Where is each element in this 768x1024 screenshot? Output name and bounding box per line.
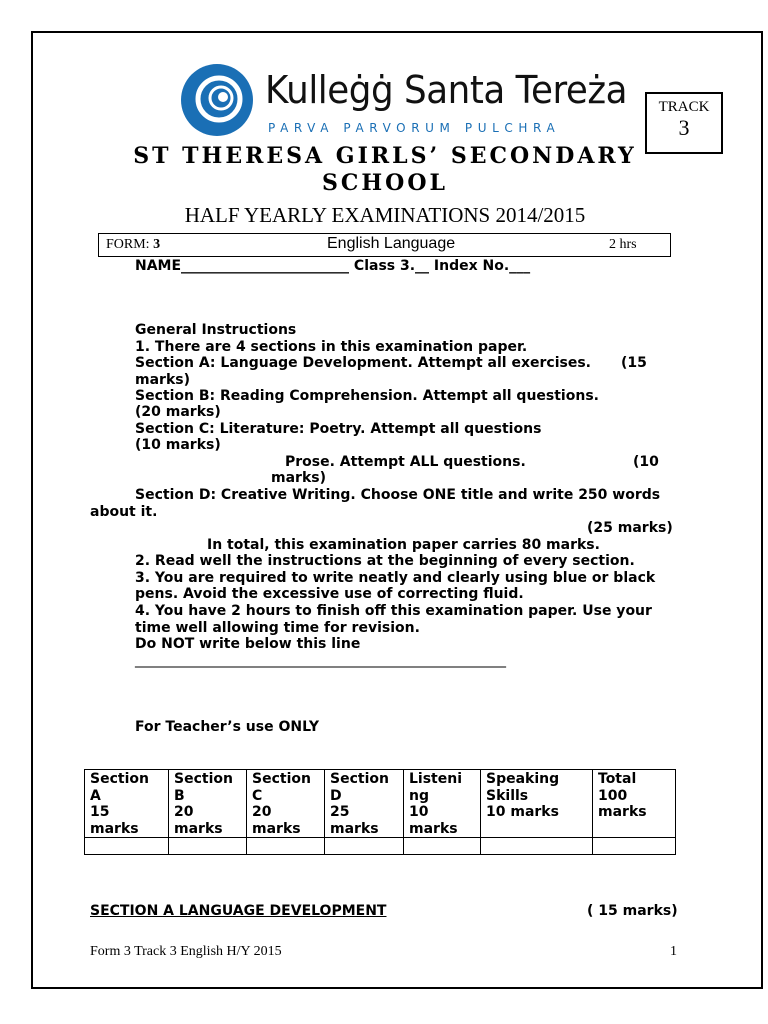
name-class-index-line: NAME________________________ Class 3.__ Index No.___ xyxy=(135,258,531,274)
form-label xyxy=(106,237,160,253)
entry-section-d[interactable] xyxy=(325,838,404,855)
prose-marks-cont: marks) xyxy=(271,470,326,486)
exam-duration: 2 hrs xyxy=(609,237,637,252)
col-section-d: Section D 25 marks xyxy=(325,770,404,838)
form-label-text: FORM: xyxy=(106,237,154,252)
page-number: 1 xyxy=(670,944,677,959)
section-d-marks: (25 marks) xyxy=(587,520,673,536)
school-name-line1: ST THERESA GIRLS’ SECONDARY xyxy=(133,143,637,169)
instructions-heading: General Instructions xyxy=(135,322,297,338)
form-value: 3 xyxy=(153,237,161,252)
section-d-instruction: Section D: Creative Writing. Choose ONE title and write 250 words xyxy=(135,487,661,503)
prose-marks: (10 xyxy=(633,454,659,470)
instruction-3: 3. You are required to write neatly and clearly using blue or black xyxy=(135,570,656,586)
entry-speaking[interactable] xyxy=(481,838,593,855)
instruction-2: 2. Read well the instructions at the beginning of every section. xyxy=(135,553,635,569)
school-name-line2: SCHOOL xyxy=(322,170,448,196)
instruction-4-cont: time well allowing time for revision. xyxy=(135,620,420,636)
section-a-heading-marks: ( 15 marks) xyxy=(587,903,678,919)
col-total: Total 100 marks xyxy=(593,770,676,838)
section-d-instruction-cont: about it. xyxy=(90,504,158,520)
track-label: TRACK xyxy=(658,99,710,115)
col-speaking: Speaking Skills 10 marks xyxy=(481,770,593,838)
prose-instruction: Prose. Attempt ALL questions. xyxy=(285,454,526,470)
total-marks-note: In total, this examination paper carries 80 marks. xyxy=(207,537,600,553)
section-a-marks-cont: marks) xyxy=(135,372,190,388)
marks-table-header-row xyxy=(85,770,676,838)
logo-motto: PARVA PARVORUM PULCHRA xyxy=(268,121,561,135)
section-a-heading: SECTION A LANGUAGE DEVELOPMENT xyxy=(90,903,387,919)
entry-section-a[interactable] xyxy=(85,838,169,855)
section-b-instruction: Section B: Reading Comprehension. Attempt all questions. xyxy=(135,388,599,404)
instruction-4: 4. You have 2 hours to finish off this examination paper. Use your xyxy=(135,603,652,619)
section-b-marks: (20 marks) xyxy=(135,404,221,420)
col-section-c: Section C 20 marks xyxy=(247,770,325,838)
entry-listening[interactable] xyxy=(404,838,481,855)
divider-rule: _____________________________________________________ xyxy=(135,652,506,668)
section-c-instruction: Section C: Literature: Poetry. Attempt all questions xyxy=(135,421,542,437)
subject-name: English Language xyxy=(327,235,456,252)
instruction-3-cont: pens. Avoid the excessive use of correcting fluid. xyxy=(135,586,524,602)
entry-section-c[interactable] xyxy=(247,838,325,855)
col-listening: Listeni ng 10 marks xyxy=(404,770,481,838)
footer-text: Form 3 Track 3 English H/Y 2015 xyxy=(90,944,282,959)
form-info-box xyxy=(98,233,671,257)
section-c-marks: (10 marks) xyxy=(135,437,221,453)
entry-total[interactable] xyxy=(593,838,676,855)
section-a-marks: (15 xyxy=(621,355,647,371)
col-section-a: Section A 15 marks xyxy=(85,770,169,838)
instruction-1: 1. There are 4 sections in this examination paper. xyxy=(135,339,528,355)
section-a-instruction: Section A: Language Development. Attempt all exercises. xyxy=(135,355,591,371)
marks-table-entry-row xyxy=(85,838,676,855)
entry-section-b[interactable] xyxy=(169,838,247,855)
logo-name: Kulleġġ Santa Tereża xyxy=(265,68,628,112)
marks-table xyxy=(84,769,676,855)
track-number: 3 xyxy=(678,115,690,140)
teacher-use-label: For Teacher’s use ONLY xyxy=(135,719,319,735)
do-not-write-note: Do NOT write below this line xyxy=(135,636,361,652)
exam-title: HALF YEARLY EXAMINATIONS 2014/2015 xyxy=(184,203,586,227)
school-logo-icon xyxy=(180,63,254,137)
col-section-b: Section B 20 marks xyxy=(169,770,247,838)
